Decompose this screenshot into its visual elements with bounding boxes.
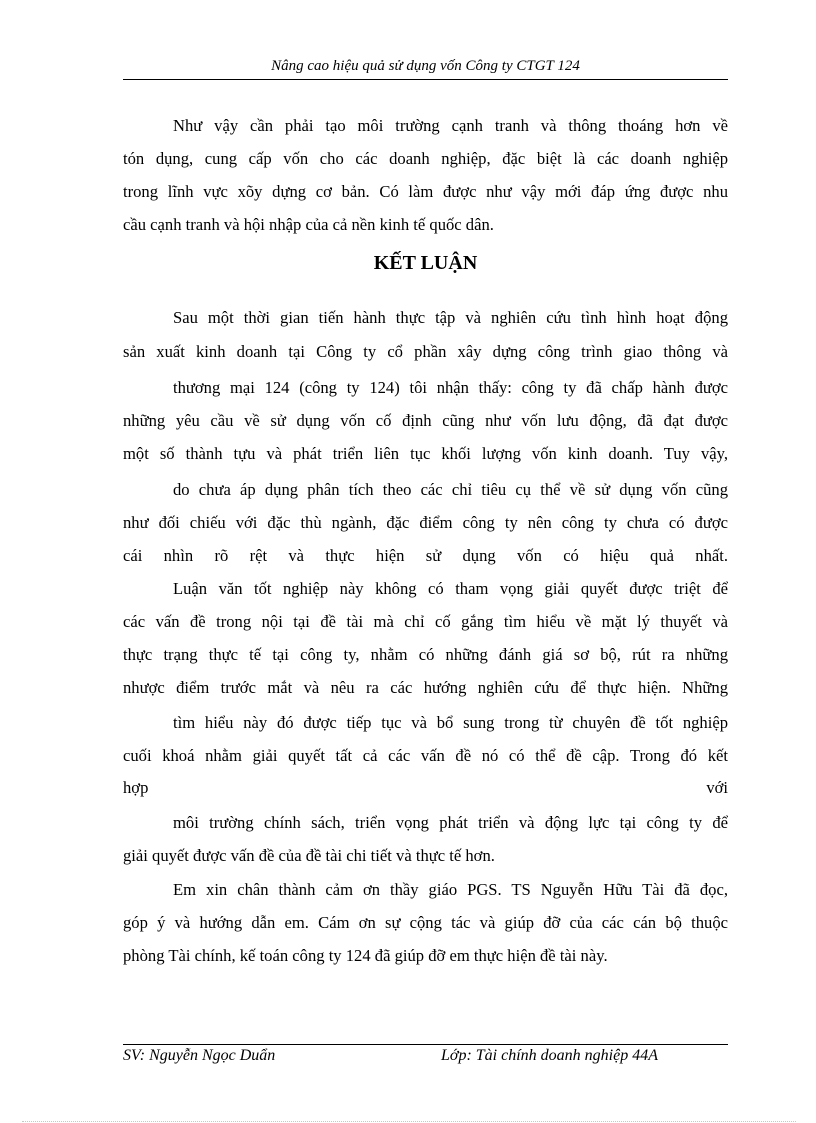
page-bottom-border xyxy=(22,1121,796,1122)
paragraph-3-line-4: nhược điểm trước mắt và nêu ra các hướng nghiên cứu để thực hiện. Những xyxy=(123,678,728,697)
paragraph-2-line-8: cái nhìn rõ rệt và thực hiện sử dụng vốn có hiệu quả nhất. xyxy=(123,546,728,565)
paragraph-1-line-3: trong lĩnh vực xõy dựng cơ bản. Có làm được như vậy mới đáp ứng được nhu xyxy=(123,182,728,201)
section-title: KẾT LUẬN xyxy=(373,252,478,274)
page-header xyxy=(123,55,728,80)
paragraph-2-line-2: sản xuất kinh doanh tại Công ty cổ phần xây dựng công trình giao thông và xyxy=(123,342,728,361)
paragraph-3-line-5: tìm hiểu này đó được tiếp tục và bổ sung trong từ chuyên đề tốt nghiệp xyxy=(173,713,728,732)
paragraph-2-line-4: những yêu cầu về sử dụng vốn cố định cũng như vốn lưu động, đã đạt được xyxy=(123,411,728,430)
paragraph-3-line-3: thực trạng thực tế tại công ty, nhằm có những đánh giá sơ bộ, rút ra những xyxy=(123,645,728,664)
paragraph-3-line-6: cuối khoá nhằm giải quyết tất cả các vấn đề nó có thể đề cập. Trong đó kết xyxy=(123,746,728,765)
paragraph-1-line-4: cầu cạnh tranh và hội nhập của cả nền kinh tế quốc dân. xyxy=(123,215,494,234)
paragraph-1-line-2: tón dụng, cung cấp vốn cho các doanh nghiệp, đặc biệt là các doanh nghiệp xyxy=(123,149,728,168)
paragraph-2-line-1: Sau một thời gian tiến hành thực tập và nghiên cứu tình hình hoạt động xyxy=(173,308,728,327)
paragraph-3-line-1: Luận văn tốt nghiệp này không có tham vọng giải quyết được triệt để xyxy=(173,579,728,598)
paragraph-3-line-7: hợp với xyxy=(123,778,728,797)
paragraph-3-line-8: môi trường chính sách, triển vọng phát triển và động lực tại công ty để xyxy=(173,813,728,832)
footer-divider xyxy=(123,1044,728,1045)
paragraph-2-line-5: một số thành tựu và phát triển liên tục khối lượng vốn kinh doanh. Tuy vậy, xyxy=(123,444,728,463)
paragraph-2-line-6: do chưa áp dụng phân tích theo các chỉ tiêu cụ thể về sử dụng vốn cũng xyxy=(173,480,728,499)
paragraph-4-line-2: góp ý và hướng dẫn em. Cám ơn sự cộng tác và giúp đỡ của các cán bộ thuộc xyxy=(123,913,728,932)
paragraph-4-line-1: Em xin chân thành cảm ơn thầy giáo PGS. TS Nguyễn Hữu Tài đã đọc, xyxy=(173,880,728,899)
footer-class: Lớp: Tài chính doanh nghiệp 44A xyxy=(441,1047,658,1064)
paragraph-4-line-3: phòng Tài chính, kế toán công ty 124 đã giúp đỡ em thực hiện đề tài này. xyxy=(123,946,608,965)
footer-student: SV: Nguyễn Ngọc Duẩn xyxy=(123,1047,276,1064)
header-title: Nâng cao hiệu quả sử dụng vốn Công ty CTGT 124 xyxy=(271,58,580,74)
paragraph-3-line-9: giải quyết được vấn đề của đề tài chi tiết và thực tế hơn. xyxy=(123,846,495,865)
paragraph-1-line-1: Như vậy cần phải tạo môi trường cạnh tranh và thông thoáng hơn về xyxy=(173,116,728,135)
paragraph-2-line-7: như đối chiếu với đặc thù ngành, đặc điểm công ty nên công ty chưa có được xyxy=(123,513,728,532)
paragraph-3-line-2: các vấn đề trong nội tại đề tài mà chỉ cố gắng tìm hiểu về mặt lý thuyết và xyxy=(123,612,728,631)
paragraph-2-line-3: thương mại 124 (công ty 124) tôi nhận thấy: công ty đã chấp hành được xyxy=(173,378,728,397)
